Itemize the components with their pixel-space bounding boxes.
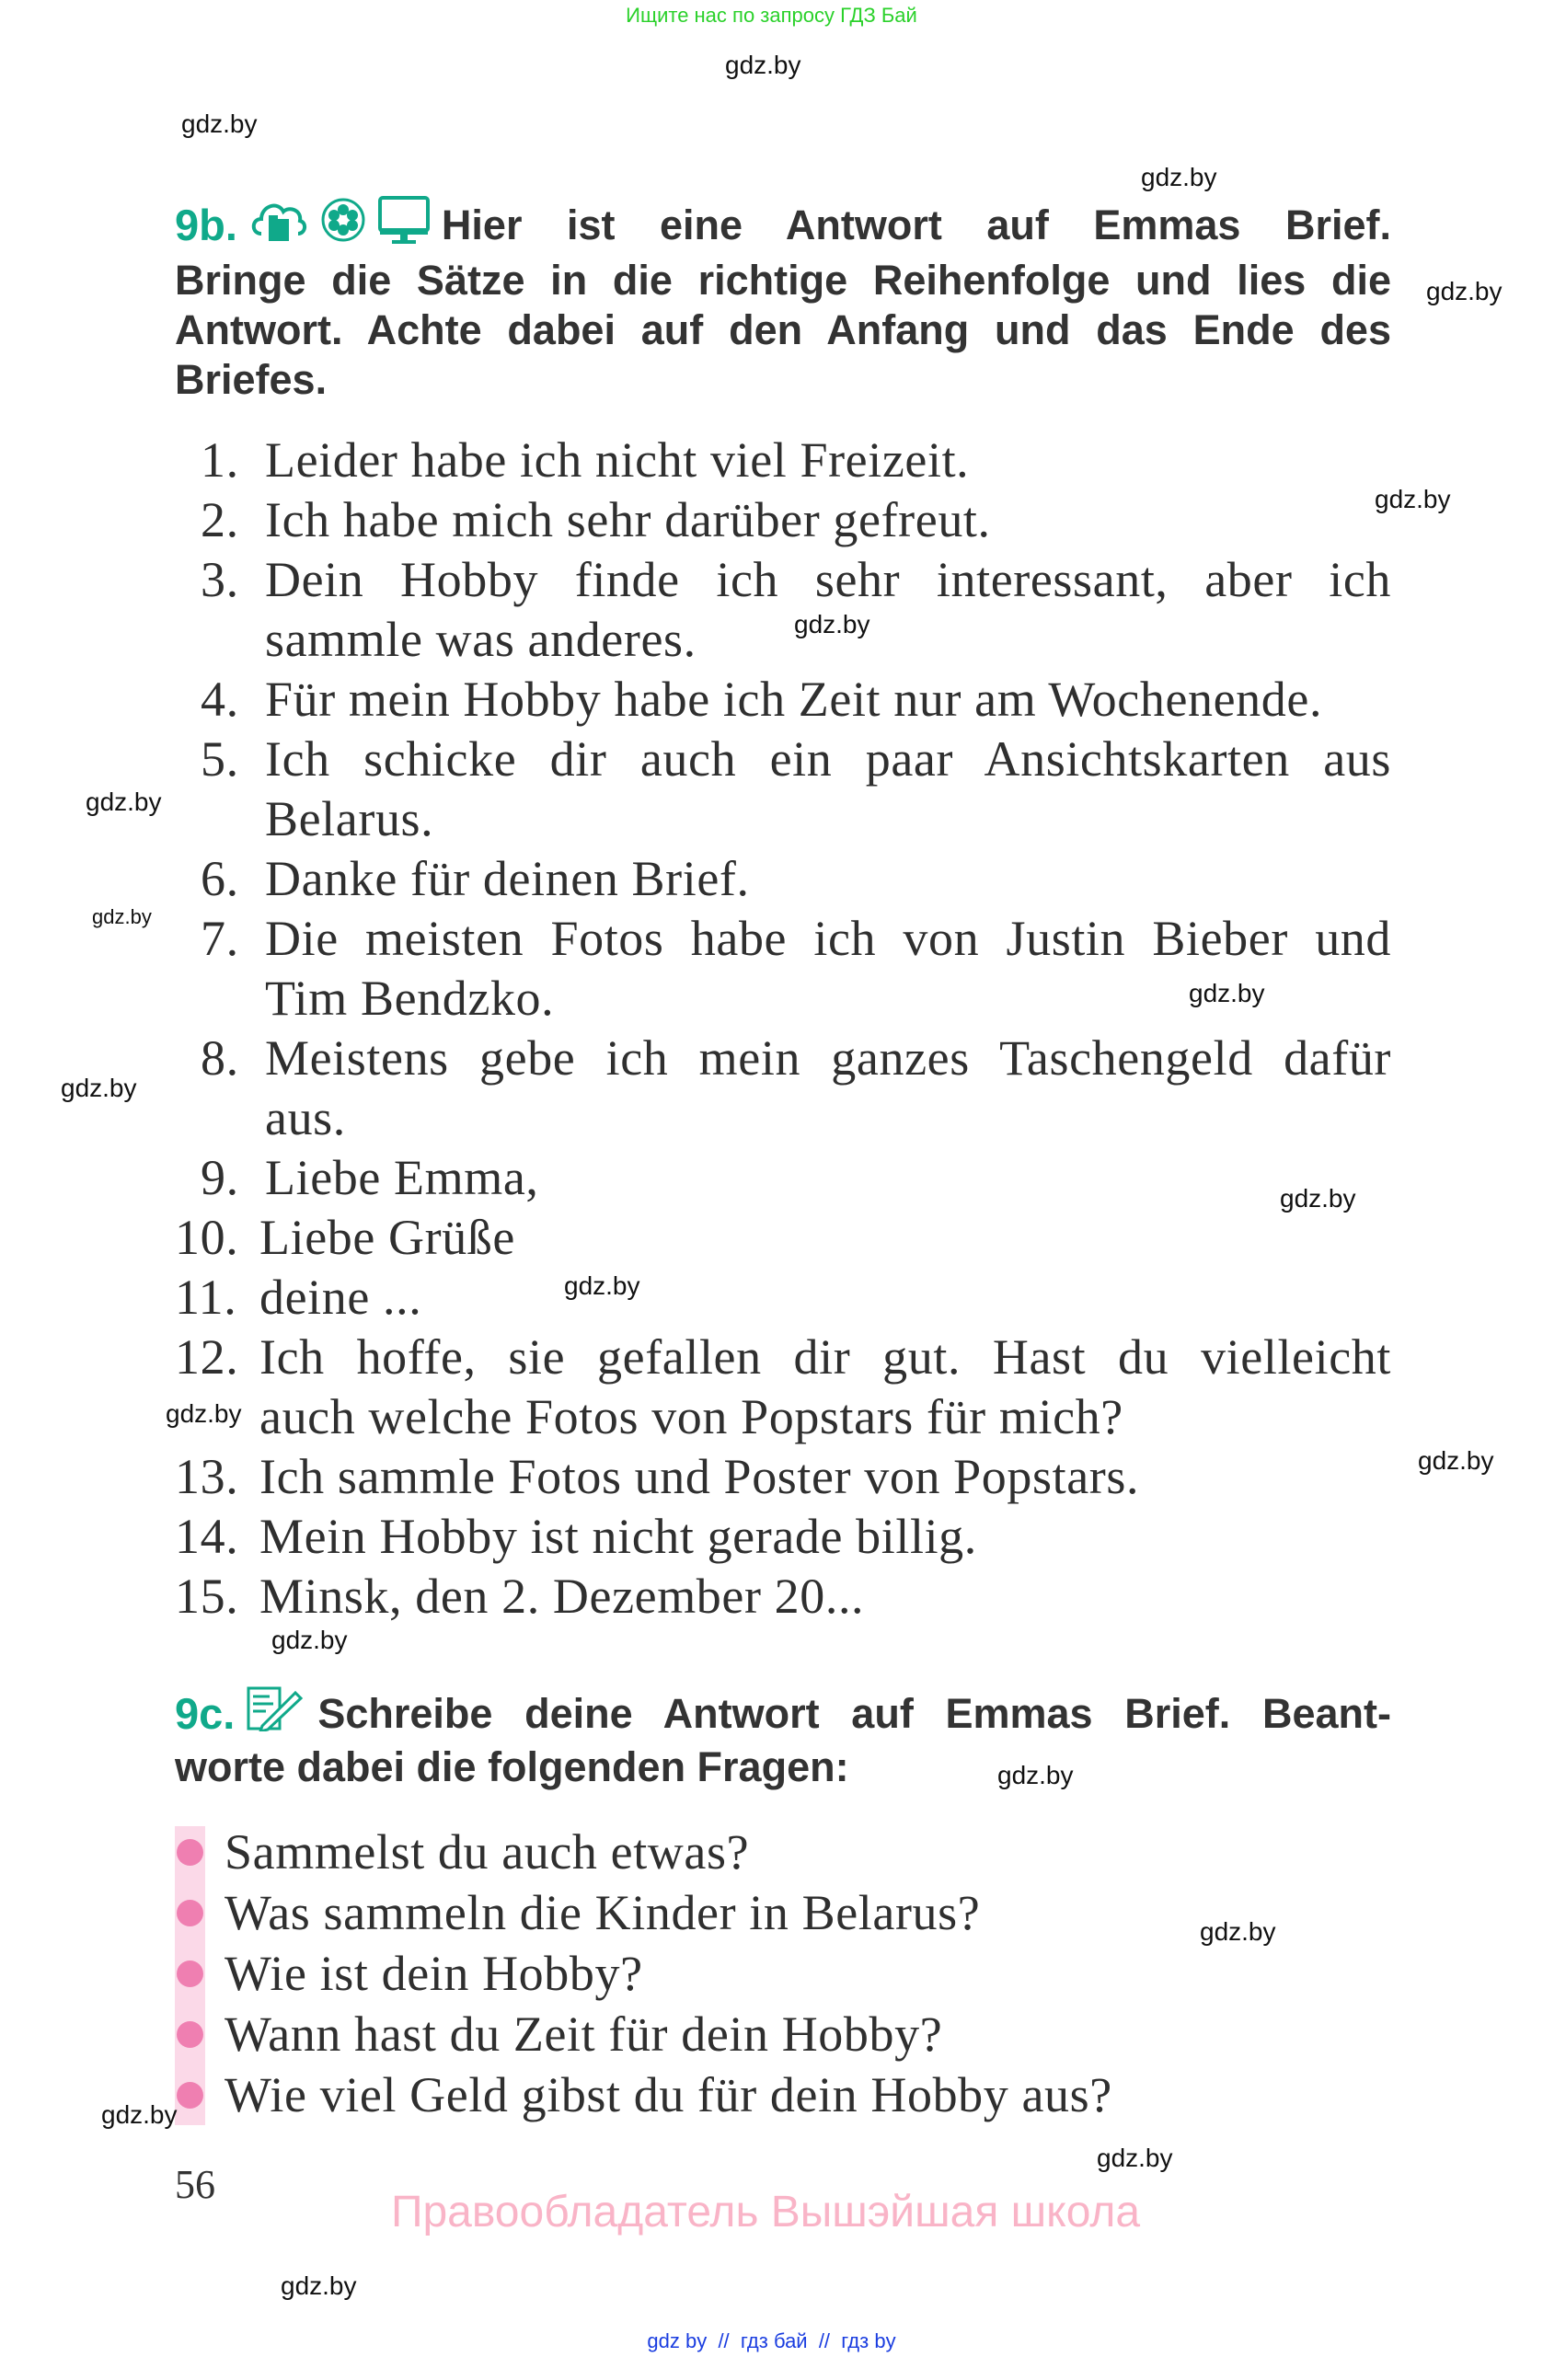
watermark: gdz.by <box>1426 277 1503 305</box>
item-number: 10. <box>175 1210 239 1265</box>
item-text: Belarus. <box>265 791 434 846</box>
question-item <box>175 2064 1112 2125</box>
instruction-line <box>175 195 1391 256</box>
question-text: Was sammeln die Kinder in Belarus? <box>225 1885 981 1940</box>
item-text: Minsk, den 2. Dezember 20... <box>259 1569 865 1624</box>
item-text: Liebe Emma, <box>265 1150 539 1205</box>
item-number: 8. <box>201 1030 239 1086</box>
item-text: auch welche Fotos von Popstars für mich? <box>259 1389 1123 1444</box>
list-item <box>175 909 1391 1029</box>
watermark: gdz.by <box>271 1626 348 1654</box>
exercise-9c-instruction <box>175 1685 1391 1792</box>
write-note-icon <box>246 1685 306 1742</box>
sentence-list <box>175 431 1391 1627</box>
item-number: 5. <box>201 731 239 787</box>
watermark: gdz.by <box>794 610 870 638</box>
bullet-dot-icon <box>177 1900 203 1926</box>
watermark: gdz.by <box>1189 979 1265 1007</box>
question-item <box>175 1882 980 1943</box>
item-text: Für mein Hobby habe ich Zeit nur am Wochenende. <box>265 672 1323 727</box>
watermark: gdz.by <box>725 51 801 79</box>
item-text: Die meisten Fotos habe ich von Justin Bieber und <box>265 911 1391 966</box>
list-item <box>175 1447 1391 1507</box>
list-item <box>175 490 1391 550</box>
instruction-text: Schreibe deine Antwort auf Emmas Brief. Beant- <box>317 1690 1391 1737</box>
item-number: 11. <box>175 1270 237 1325</box>
item-text: Mein Hobby ist nicht gerade billig. <box>259 1509 977 1564</box>
question-text: Wie ist dein Hobby? <box>225 1946 643 2001</box>
item-number: 14. <box>175 1509 239 1564</box>
watermark: gdz.by <box>997 1761 1074 1789</box>
watermark: gdz.by <box>1375 485 1451 513</box>
watermark: gdz.by <box>1141 163 1217 191</box>
bullet-dot-icon <box>177 2021 203 2048</box>
item-text: Danke für deinen Brief. <box>265 851 750 906</box>
instruction-line: worte dabei die folgenden Fragen: <box>175 1743 849 1790</box>
item-number: 1. <box>201 432 239 488</box>
question-item <box>175 1822 749 1882</box>
rights-holder: Правообладатель Вышэйшая школа <box>390 2188 1141 2236</box>
monitor-icon <box>377 195 431 256</box>
bullet-dot-icon <box>177 1839 203 1866</box>
item-number: 13. <box>175 1449 239 1504</box>
item-text: aus. <box>265 1090 346 1145</box>
list-item <box>175 1328 1391 1447</box>
item-text: Ich schicke dir auch ein paar Ansichtskarten aus <box>265 731 1391 787</box>
item-text: Liebe Grüße <box>259 1210 515 1265</box>
list-item <box>175 1268 1391 1328</box>
list-item <box>175 730 1391 849</box>
flower-icon <box>320 197 366 254</box>
item-number: 7. <box>201 911 239 966</box>
item-number: 4. <box>201 672 239 727</box>
exercise-label: 9c. <box>175 1689 236 1738</box>
watermark: gdz.by <box>1280 1184 1356 1213</box>
item-number: 3. <box>201 552 239 607</box>
instruction-line: Bringe die Sätze in die richtige Reihenfolge und lies die <box>175 257 1391 304</box>
item-number: 2. <box>201 492 239 547</box>
watermark: gdz.by <box>1200 1917 1276 1946</box>
item-text: Meistens gebe ich mein ganzes Taschengeld dafür <box>265 1030 1391 1086</box>
watermark: gdz.by <box>101 2100 178 2129</box>
instruction-line <box>175 1685 1391 1742</box>
instruction-line: Antwort. Achte dabei auf den Anfang und das Ende des <box>175 306 1391 353</box>
bullet-dot-icon <box>177 2082 203 2109</box>
list-item <box>175 1029 1391 1148</box>
item-text: Ich hoffe, sie gefallen dir gut. Hast du vielleicht <box>259 1329 1391 1385</box>
item-number: 12. <box>175 1329 239 1385</box>
item-text: Tim Bendzko. <box>265 971 555 1026</box>
list-item <box>175 670 1391 730</box>
item-text: Leider habe ich nicht viel Freizeit. <box>265 432 970 488</box>
watermark: gdz.by <box>181 109 258 138</box>
instruction-line: Briefes. <box>175 356 328 403</box>
footer-links[interactable]: gdz by // гдз бай // гдз by <box>647 2329 896 2352</box>
item-text: deine ... <box>259 1270 422 1325</box>
cloud-folder-icon <box>248 197 309 254</box>
question-text: Wann hast du Zeit für dein Hobby? <box>225 2006 943 2062</box>
instruction-text: Hier ist eine Antwort auf Emmas Brief. <box>441 201 1391 248</box>
question-text: Sammelst du auch etwas? <box>225 1824 750 1880</box>
item-number: 6. <box>201 851 239 906</box>
list-item <box>175 431 1391 490</box>
list-item <box>175 849 1391 909</box>
item-number: 9. <box>201 1150 239 1205</box>
item-text: sammle was anderes. <box>265 612 697 667</box>
search-hint: Ищите нас по запросу ГДЗ Бай <box>626 4 917 27</box>
item-text: Dein Hobby finde ich sehr interessant, aber ich <box>265 552 1391 607</box>
watermark: gdz.by <box>1418 1446 1494 1475</box>
watermark: gdz.by <box>564 1271 640 1300</box>
list-item <box>175 1148 1391 1208</box>
page-number: 56 <box>175 2162 215 2207</box>
item-number: 15. <box>175 1569 239 1624</box>
question-list <box>175 1822 1112 2125</box>
item-text: Ich sammle Fotos und Poster von Popstars. <box>259 1449 1140 1504</box>
list-item <box>175 1507 1391 1567</box>
watermark: gdz.by <box>1097 2144 1173 2172</box>
question-item <box>175 1943 643 2004</box>
question-text: Wie viel Geld gibst du für dein Hobby aus? <box>225 2067 1112 2122</box>
exercise-label: 9b. <box>175 201 237 249</box>
list-item <box>175 1567 1391 1627</box>
question-item <box>175 2004 942 2064</box>
list-item <box>175 550 1391 670</box>
watermark: gdz.by <box>281 2271 357 2300</box>
bullet-dot-icon <box>177 1960 203 1987</box>
item-text: Ich habe mich sehr darüber gefreut. <box>265 492 991 547</box>
watermark: gdz.by <box>166 1399 242 1428</box>
exercise-9b-instruction <box>175 195 1391 405</box>
watermark: gdz.by <box>86 788 162 816</box>
watermark: gdz.by <box>61 1074 137 1102</box>
watermark: gdz.by <box>92 905 152 928</box>
list-item <box>175 1208 1391 1268</box>
